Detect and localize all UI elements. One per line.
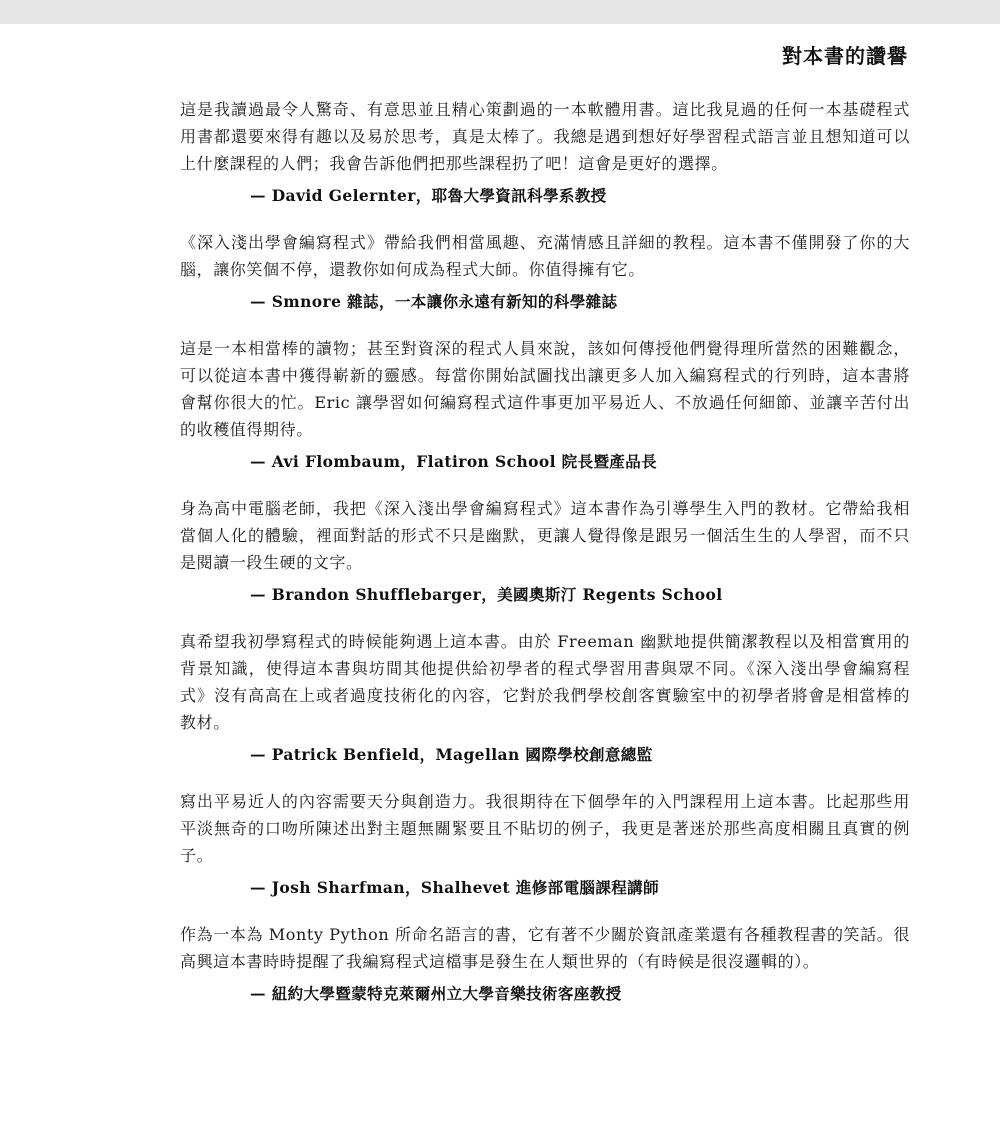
testimonial xyxy=(180,495,910,606)
testimonial-attribution: — Patrick Benfield，Magellan 國際學校創意總監 xyxy=(250,745,653,764)
testimonial xyxy=(180,628,910,766)
testimonial-attribution: — Brandon Shufflebarger，美國奧斯汀 Regents School xyxy=(250,585,723,604)
testimonial xyxy=(180,788,910,899)
testimonial-quote: 真希望我初學寫程式的時候能夠遇上這本書。由於 Freeman 幽默地提供簡潔教程以及相當實用的背景知識，使得這本書與坊間其他提供給初學者的程式學習用書與眾不同。《深入淺出學會編寫程式》沒有高高在上或者過度技術化的內容，它對於我們學校創客實驗室中的初學者將會是相當棒的教材。 xyxy=(180,632,910,732)
testimonial-attribution: — David Gelernter，耶魯大學資訊科學系教授 xyxy=(250,186,607,205)
testimonial-quote: 身為高中電腦老師，我把《深入淺出學會編寫程式》這本書作為引導學生入門的教材。它帶給我相當個人化的體驗，裡面對話的形式不只是幽默，更讓人覺得像是跟另一個活生生的人學習，而不只是閱讀一段生硬的文字。 xyxy=(180,499,910,572)
testimonial-quote: 寫出平易近人的內容需要天分與創造力。我很期待在下個學年的入門課程用上這本書。比起那些用平淡無奇的口吻所陳述出對主題無關緊要且不貼切的例子，我更是著迷於那些高度相關且真實的例子。 xyxy=(180,792,910,865)
testimonial-attribution: — 紐約大學暨蒙特克萊爾州立大學音樂技術客座教授 xyxy=(250,984,622,1003)
testimonial-attribution: — Smnore 雜誌，一本讓你永遠有新知的科學雜誌 xyxy=(250,292,618,311)
page-title: 對本書的讚譽 xyxy=(782,44,908,68)
top-band xyxy=(0,0,1000,24)
testimonial xyxy=(180,229,910,313)
testimonial-quote: 這是一本相當棒的讀物；甚至對資深的程式人員來說，該如何傳授他們覺得理所當然的困難觀念，可以從這本書中獲得嶄新的靈感。每當你開始試圖找出讓更多人加入編寫程式的行列時，這本書將會幫你很大的忙。Eric 讓學習如何編寫程式這件事更加平易近人、不放過任何細節、並讓辛苦付出的收穫值得期待。 xyxy=(180,339,910,439)
testimonial xyxy=(180,96,910,207)
testimonial xyxy=(180,921,910,1005)
testimonial-attribution: — Avi Flombaum，Flatiron School 院長暨產品長 xyxy=(250,452,658,471)
testimonial-quote: 這是我讀過最令人驚奇、有意思並且精心策劃過的一本軟體用書。這比我見過的任何一本基礎程式用書都還要來得有趣以及易於思考，真是太棒了。我總是遇到想好好學習程式語言並且想知道可以上什麼課程的人們；我會告訴他們把那些課程扔了吧！這會是更好的選擇。 xyxy=(180,100,910,173)
testimonials-list xyxy=(180,96,910,1027)
testimonial-attribution: — Josh Sharfman，Shalhevet 進修部電腦課程講師 xyxy=(250,878,659,897)
testimonial xyxy=(180,335,910,473)
testimonial-quote: 《深入淺出學會編寫程式》帶給我們相當風趣、充滿情感且詳細的教程。這本書不僅開發了你的大腦，讓你笑個不停，還教你如何成為程式大師。你值得擁有它。 xyxy=(180,233,910,279)
testimonial-quote: 作為一本為 Monty Python 所命名語言的書，它有著不少關於資訊產業還有各種教程書的笑話。很高興這本書時時提醒了我編寫程式這檔事是發生在人類世界的（有時候是很沒邏輯的）。 xyxy=(180,925,910,971)
